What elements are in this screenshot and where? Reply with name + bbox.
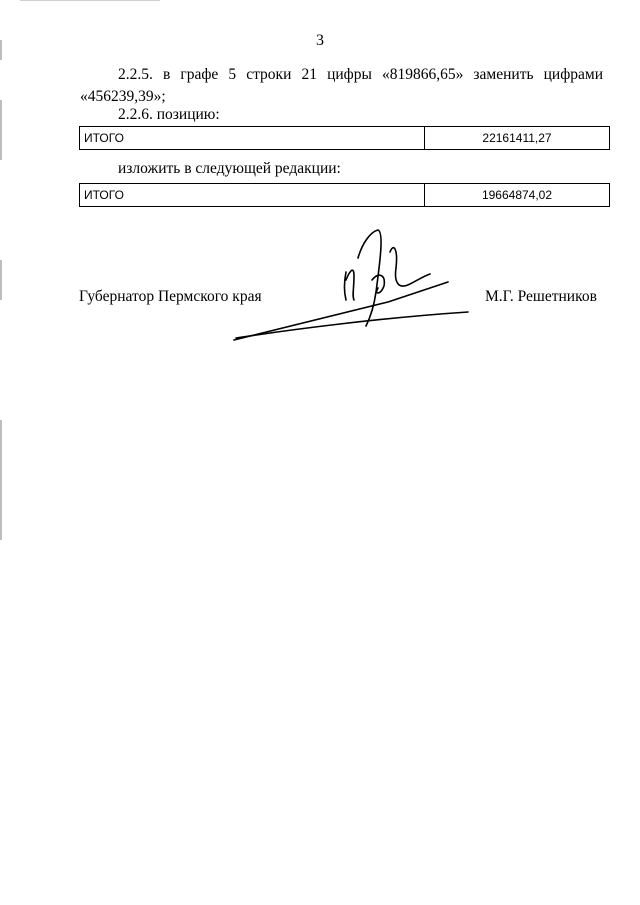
handwritten-signature bbox=[228, 222, 473, 347]
old-total-value: 22161411,27 bbox=[425, 127, 610, 150]
page-number: 3 bbox=[316, 32, 324, 49]
item-2-2-5-line1: 2.2.5. в графе 5 строки 21 цифры «819866,65» заменить цифрами bbox=[118, 66, 603, 83]
item-2-2-5-line2: «456239,39»; bbox=[80, 88, 166, 105]
signatory-position: Губернатор Пермского края bbox=[79, 288, 262, 305]
new-total-value: 19664874,02 bbox=[425, 184, 610, 207]
new-total-label: ИТОГО bbox=[80, 184, 425, 207]
scan-margin-mark bbox=[0, 260, 2, 300]
signatory-name: М.Г. Решетников bbox=[485, 288, 597, 305]
table-row bbox=[80, 127, 610, 150]
scan-margin-mark bbox=[0, 100, 2, 160]
scan-edge-mark bbox=[20, 0, 160, 1]
new-position-table bbox=[79, 183, 610, 207]
old-position-table bbox=[79, 126, 610, 150]
item-2-2-6: 2.2.6. позицию: bbox=[118, 106, 220, 123]
table-row bbox=[80, 184, 610, 207]
old-total-label: ИТОГО bbox=[80, 127, 425, 150]
scan-margin-mark bbox=[0, 420, 2, 540]
replacement-intro: изложить в следующей редакции: bbox=[118, 160, 341, 177]
